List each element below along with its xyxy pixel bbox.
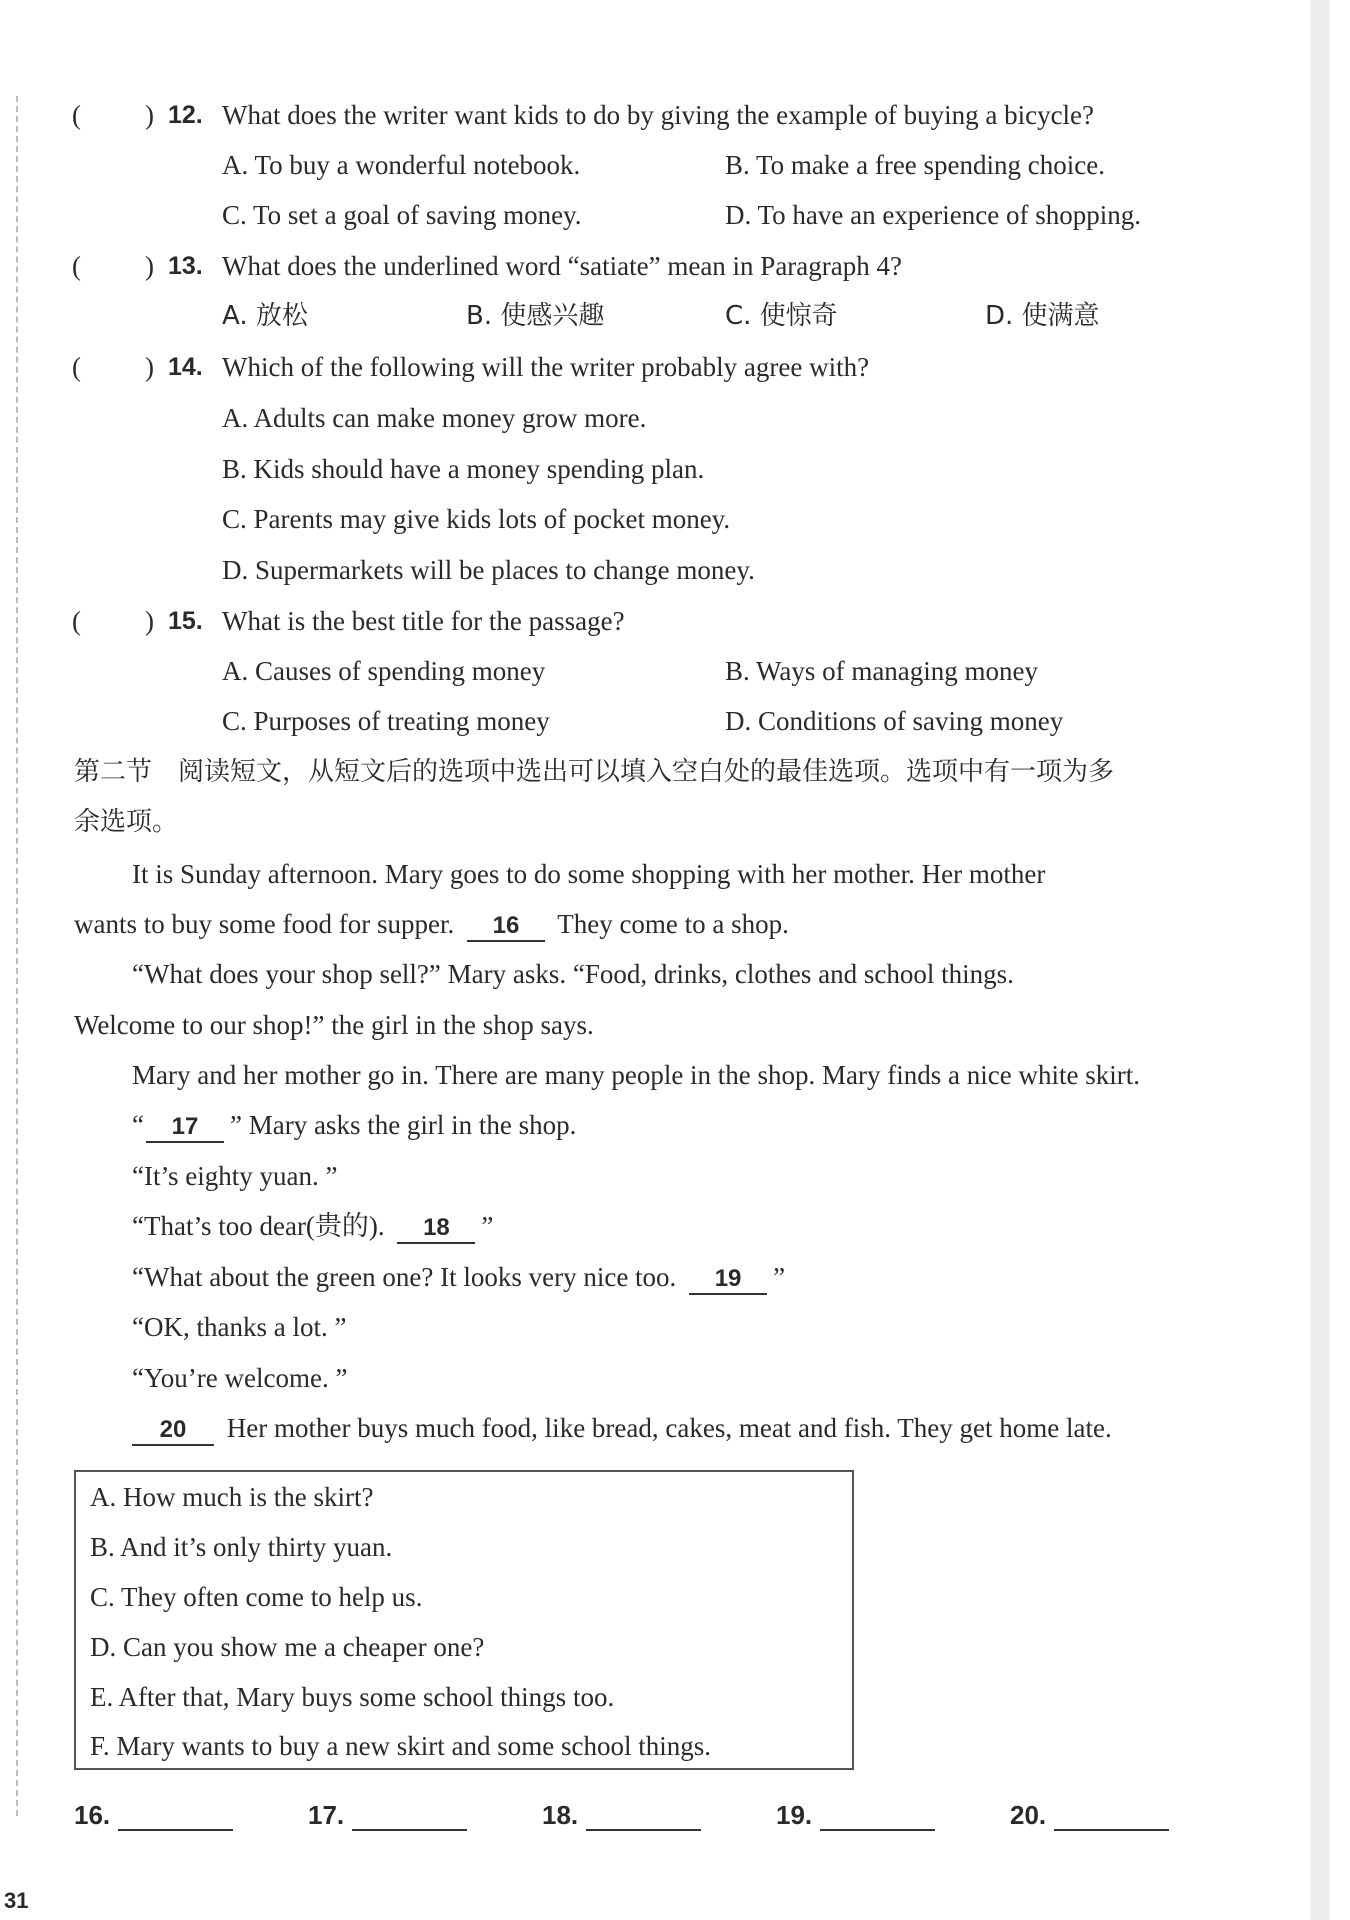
- option-c: C. Parents may give kids lots of pocket money.: [222, 504, 731, 534]
- blank-19[interactable]: 19: [689, 1265, 767, 1295]
- option-d: D. 使满意: [985, 301, 1100, 331]
- answer-label: 20.: [1010, 1800, 1047, 1830]
- choice-c: C. They often come to help us.: [90, 1582, 423, 1612]
- answer-label: 18.: [542, 1800, 579, 1830]
- answer-paren-close: ): [145, 100, 154, 130]
- answer-paren-open: (: [72, 606, 81, 636]
- answer-paren-close: ): [145, 251, 154, 281]
- passage-text: Mary and her mother go in. There are many people in the shop. Mary finds a nice white skirt.: [132, 1060, 1140, 1090]
- passage-line: [132, 1159, 337, 1193]
- choice-d: D. Can you show me a cheaper one?: [90, 1632, 485, 1662]
- answer-paren-close: ): [145, 352, 154, 382]
- page-edge-shadow: [1310, 0, 1330, 1920]
- passage-text: “: [132, 1110, 144, 1140]
- question-number: 15.: [168, 607, 203, 635]
- option-b: B. Ways of managing money: [725, 656, 1039, 686]
- answer-line[interactable]: [586, 1807, 701, 1831]
- blank-20[interactable]: 20: [132, 1416, 214, 1446]
- passage-line: [132, 957, 1014, 991]
- option-a: A. 放松: [222, 301, 308, 331]
- passage-text: “What about the green one? It looks very nice too.: [132, 1262, 677, 1292]
- answer-paren-open: (: [72, 251, 81, 281]
- passage-text: “It’s eighty yuan. ”: [132, 1161, 338, 1191]
- passage-text: It is Sunday afternoon. Mary goes to do some shopping with her mother. Her mother: [132, 859, 1046, 889]
- option-b: B. 使感兴趣: [466, 301, 605, 331]
- question-number: 12.: [168, 101, 203, 129]
- passage-text: ”: [773, 1262, 786, 1292]
- answer-label: 17.: [308, 1800, 345, 1830]
- passage-text: “OK, thanks a lot. ”: [132, 1312, 347, 1342]
- blank-18[interactable]: 18: [397, 1214, 475, 1244]
- option-a: A. Causes of spending money: [222, 656, 546, 686]
- question-text: Which of the following will the writer probably agree with?: [222, 352, 870, 382]
- passage-line: [132, 1310, 346, 1344]
- page-number: 31: [4, 1888, 29, 1913]
- answer-slot-20[interactable]: [1010, 1800, 1169, 1831]
- answer-label: 19.: [776, 1800, 813, 1830]
- blank-16[interactable]: 16: [467, 912, 545, 942]
- answer-line[interactable]: [820, 1807, 935, 1831]
- passage-line: [74, 907, 789, 942]
- passage-text: Welcome to our shop!” the girl in the shop says.: [74, 1010, 594, 1040]
- question-number: 14.: [168, 353, 203, 381]
- passage-line: [132, 1411, 1112, 1446]
- passage-line: [132, 1361, 347, 1395]
- section-instruction-line-1: 第二节 阅读短文，从短文后的选项中选出可以填入空白处的最佳选项。选项中有一项为多: [74, 757, 1115, 787]
- section-heading: [74, 755, 1114, 789]
- option-c: C. To set a goal of saving money.: [222, 200, 582, 230]
- blank-17[interactable]: 17: [146, 1113, 224, 1143]
- passage-text: “That’s too dear(贵的).: [132, 1211, 385, 1241]
- section-instruction-line-2: 余选项。: [74, 807, 179, 837]
- answer-paren-open: (: [72, 100, 81, 130]
- answer-label: 16.: [74, 1800, 111, 1830]
- passage-text: “What does your shop sell?” Mary asks. “Food, drinks, clothes and school things.: [132, 959, 1014, 989]
- passage-line: [132, 1108, 576, 1143]
- passage-text: ”: [481, 1211, 494, 1241]
- option-b: B. To make a free spending choice.: [725, 150, 1105, 180]
- choice-a: A. How much is the skirt?: [90, 1482, 374, 1512]
- option-d: D. Conditions of saving money: [725, 706, 1064, 736]
- answer-slot-16[interactable]: [74, 1800, 233, 1831]
- passage-line: [74, 1008, 594, 1042]
- passage-text: “You’re welcome. ”: [132, 1363, 348, 1393]
- option-a: A. To buy a wonderful notebook.: [222, 150, 581, 180]
- answer-line[interactable]: [352, 1807, 467, 1831]
- choice-f: F. Mary wants to buy a new skirt and some school things.: [90, 1731, 712, 1761]
- question-text: What is the best title for the passage?: [222, 606, 625, 636]
- option-a: A. Adults can make money grow more.: [222, 403, 647, 433]
- passage-line: [132, 1209, 493, 1244]
- passage-line: [132, 1260, 785, 1295]
- answer-slot-18[interactable]: [542, 1800, 701, 1831]
- binding-margin-line: [16, 96, 18, 1816]
- answer-slot-17[interactable]: [308, 1800, 467, 1831]
- option-b: B. Kids should have a money spending plan.: [222, 454, 705, 484]
- passage-text: wants to buy some food for supper.: [74, 909, 455, 939]
- passage-line: [132, 1058, 1140, 1092]
- choices-box: [74, 1470, 854, 1770]
- option-d: D. To have an experience of shopping.: [725, 200, 1141, 230]
- passage-text: Her mother buys much food, like bread, cakes, meat and fish. They get home late.: [226, 1413, 1112, 1443]
- answer-line[interactable]: [118, 1807, 233, 1831]
- question-number: 13.: [168, 252, 203, 280]
- passage-line: [132, 857, 1045, 891]
- option-c: C. 使惊奇: [725, 301, 838, 331]
- option-c: C. Purposes of treating money: [222, 706, 550, 736]
- passage-text: ” Mary asks the girl in the shop.: [229, 1110, 577, 1140]
- section-heading-continued: [74, 805, 178, 839]
- question-text: What does the writer want kids to do by giving the example of buying a bicycle?: [222, 100, 1095, 130]
- answer-paren-open: (: [72, 352, 81, 382]
- choice-e: E. After that, Mary buys some school things too.: [90, 1682, 615, 1712]
- answer-line[interactable]: [1054, 1807, 1169, 1831]
- answer-paren-close: ): [145, 606, 154, 636]
- option-d: D. Supermarkets will be places to change money.: [222, 555, 755, 585]
- passage-text: They come to a shop.: [557, 909, 789, 939]
- question-text: What does the underlined word “satiate” mean in Paragraph 4?: [222, 251, 902, 281]
- choice-b: B. And it’s only thirty yuan.: [90, 1532, 393, 1562]
- answer-slot-19[interactable]: [776, 1800, 935, 1831]
